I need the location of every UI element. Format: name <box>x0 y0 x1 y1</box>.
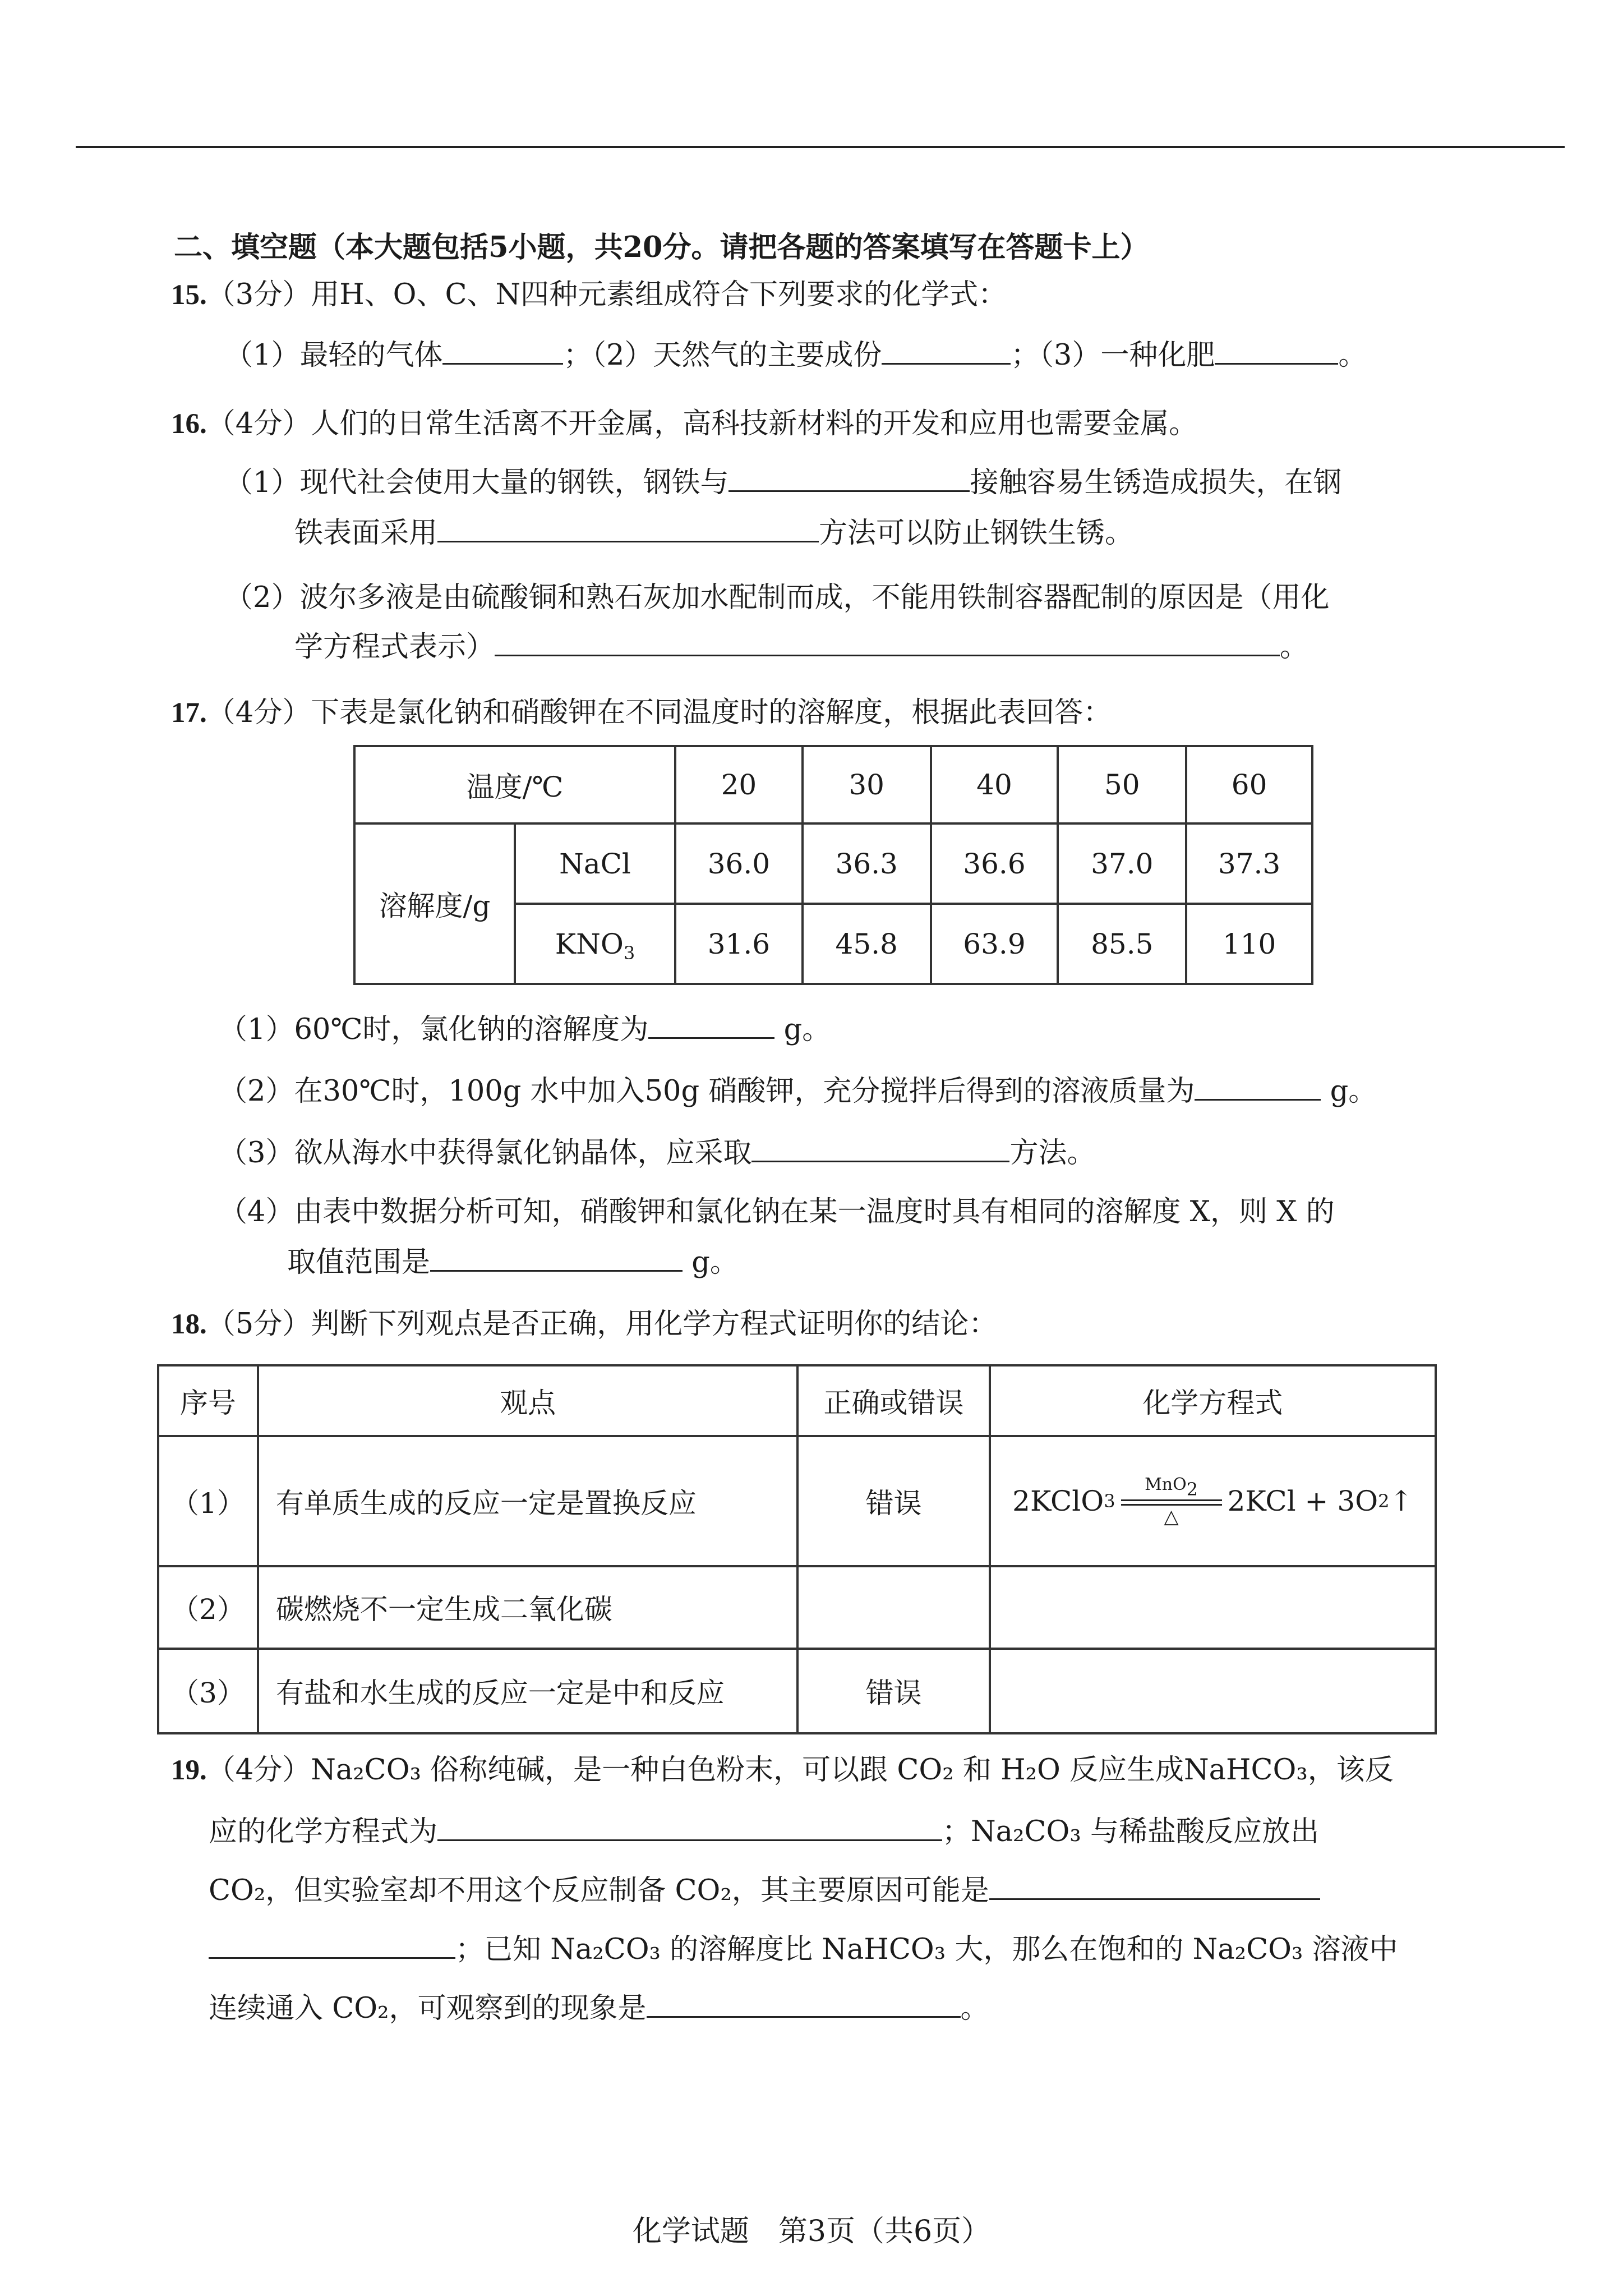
q19-text-1: （4分）Na₂CO₃ 俗称纯碱，是一种白色粉末，可以跟 CO₂ 和 H₂O 反应生成NaHCO₃，该反 <box>206 1754 1394 1787</box>
eq-lhs: 2KClO <box>1012 1485 1104 1518</box>
q19-line2 <box>209 1812 1319 1852</box>
q17-p4-unit: g。 <box>683 1246 739 1279</box>
q15-blank-2[interactable] <box>882 337 1011 365</box>
q16-blank-3[interactable] <box>495 629 1280 656</box>
q19-end: 。 <box>960 1992 989 2025</box>
q17-blank-1[interactable] <box>648 1011 774 1039</box>
q16-s2-text-b: 学方程式表示） <box>294 631 495 664</box>
q17-p2-unit: g。 <box>1321 1075 1377 1108</box>
q15-blank-1[interactable] <box>442 337 563 365</box>
q17-p3-text: （3）欲从海水中获得氯化钠晶体，应采取 <box>219 1137 752 1170</box>
q16-sub1-line2 <box>294 513 1133 554</box>
q17-part4-line1 <box>219 1192 1335 1232</box>
q16-sub1-line1 <box>224 463 1341 503</box>
q19-line1 <box>171 1750 1394 1791</box>
q15-end: 。 <box>1338 339 1367 372</box>
nacl-40: 36.6 <box>931 823 1058 904</box>
q18-stem-text: （5分）判断下列观点是否正确，用化学方程式证明你的结论： <box>206 1308 998 1341</box>
q19-blank-3[interactable] <box>647 1990 961 2018</box>
eq-condition-sign <box>1115 1475 1228 1529</box>
header-judge: 正确或错误 <box>797 1365 989 1436</box>
q16-s1-text-a: （1）现代社会使用大量的钢铁，钢铁与 <box>224 466 729 499</box>
q19-text-4a: ；已知 Na₂CO₃ 的溶解度比 NaHCO₃ 大，那么在饱和的 Na₂CO₃ 溶液中 <box>455 1933 1398 1966</box>
gas-arrow-icon: ↑ <box>1389 1485 1413 1518</box>
q16-blank-2[interactable] <box>437 515 819 542</box>
q19-line5 <box>209 1989 989 2029</box>
temp-20: 20 <box>675 746 803 823</box>
kno3-60: 110 <box>1186 904 1312 984</box>
row3-no: （3） <box>158 1649 258 1733</box>
q19-text-2b: ；Na₂CO₃ 与稀盐酸反应放出 <box>942 1815 1319 1848</box>
q15-part1-label: （1）最轻的气体 <box>224 339 443 372</box>
q16-s1-text-c: 铁表面采用 <box>294 517 438 550</box>
header-equation: 化学方程式 <box>990 1365 1436 1436</box>
eq-rhs: 2KCl + 3O <box>1227 1485 1378 1518</box>
row1-view: 有单质生成的反应一定是置换反应 <box>258 1436 798 1566</box>
row2-equation[interactable] <box>990 1566 1436 1648</box>
row3-judge: 错误 <box>797 1649 989 1733</box>
q16-s1-text-d: 方法可以防止钢铁生锈。 <box>819 517 1134 550</box>
row1-equation <box>990 1436 1436 1566</box>
q17-part1 <box>219 1010 831 1050</box>
q15-part2-label: ；（2）天然气的主要成份 <box>563 339 882 372</box>
q16-s2-text-a: （2）波尔多液是由硫酸铜和熟石灰加水配制而成，不能用铁制容器配制的原因是（用化 <box>224 581 1330 614</box>
q17-p3-tail: 方法。 <box>1009 1137 1096 1170</box>
q15-stem <box>171 275 1007 315</box>
q17-p2-text: （2）在30℃时，100g 水中加入50g 硝酸钾，充分搅拌后得到的溶液质量为 <box>219 1075 1195 1108</box>
q17-blank-2[interactable] <box>1195 1073 1321 1101</box>
nacl-50: 37.0 <box>1058 823 1186 904</box>
temp-header: 温度/℃ <box>354 746 675 823</box>
nacl-label: NaCl <box>515 823 675 904</box>
kno3-label-text: KNO <box>555 927 624 960</box>
q15-part3-label: ；（3）一种化肥 <box>1011 339 1215 372</box>
eq-catalyst-text: MnO <box>1145 1475 1187 1495</box>
header-no: 序号 <box>158 1365 258 1436</box>
q19-text-2a: 应的化学方程式为 <box>209 1815 438 1848</box>
page-footer: 化学试题 第3页（共6页） <box>632 2215 991 2248</box>
temp-60: 60 <box>1186 746 1312 823</box>
q19-blank-1[interactable] <box>437 1814 942 1841</box>
nacl-60: 37.3 <box>1186 823 1312 904</box>
row1-no: （1） <box>158 1436 258 1566</box>
q17-part2 <box>219 1071 1377 1112</box>
q17-p1-text: （1）60℃时，氯化钠的溶解度为 <box>219 1013 649 1046</box>
top-rule <box>76 146 1565 148</box>
q15-number: 15. <box>171 279 207 311</box>
kno3-30: 45.8 <box>803 904 931 984</box>
temp-40: 40 <box>931 746 1058 823</box>
q17-number: 17. <box>171 697 207 729</box>
q18-number: 18. <box>171 1309 207 1340</box>
q15-parts <box>224 335 1367 376</box>
q16-s1-text-b: 接触容易生锈造成损失，在钢 <box>970 466 1342 499</box>
q16-sub2-line2 <box>294 627 1308 668</box>
q17-stem <box>171 693 1112 733</box>
kno3-20: 31.6 <box>675 904 803 984</box>
q16-stem-text: （4分）人们的日常生活离不开金属，高科技新材料的开发和应用也需要金属。 <box>206 407 1198 440</box>
q18-stem <box>171 1304 997 1345</box>
row3-equation[interactable] <box>990 1649 1436 1733</box>
row3-view: 有盐和水生成的反应一定是中和反应 <box>258 1649 798 1733</box>
row2-judge[interactable] <box>797 1566 989 1648</box>
q19-line3 <box>209 1871 1320 1911</box>
q17-part4-line2 <box>287 1243 739 1283</box>
q16-sub2-line1 <box>224 578 1329 618</box>
q16-end: 。 <box>1280 631 1309 664</box>
section-title: 二、填空题（本大题包括5小题，共20分。请把各题的答案填写在答题卡上） <box>174 231 1149 264</box>
q17-p4-text-a: （4）由表中数据分析可知，硝酸钾和氯化钠在某一温度时具有相同的溶解度 X，则 X 的 <box>219 1195 1335 1228</box>
q16-blank-1[interactable] <box>728 464 970 492</box>
q19-text-3a: CO₂，但实验室却不用这个反应制备 CO₂，其主要原因可能是 <box>209 1874 989 1907</box>
row2-no: （2） <box>158 1566 258 1648</box>
eq-catalyst <box>1115 1475 1228 1501</box>
q19-text-5a: 连续通入 CO₂，可观察到的现象是 <box>209 1992 647 2025</box>
q17-part3 <box>219 1133 1095 1174</box>
kno3-label-sub: 3 <box>623 942 635 964</box>
q15-stem-text: （3分）用H、O、C、N四种元素组成符合下列要求的化学式： <box>206 278 1007 311</box>
nacl-20: 36.0 <box>675 823 803 904</box>
q17-blank-3[interactable] <box>751 1135 1009 1162</box>
kno3-label <box>515 904 675 984</box>
eq-bar-top <box>1121 1499 1222 1501</box>
kclo3-equation: 2KClO 3 MnO$_2$ △ 2KCl + 3O 2 ↑ <box>1012 1475 1413 1529</box>
kno3-50: 85.5 <box>1058 904 1186 984</box>
temp-30: 30 <box>803 746 931 823</box>
solubility-table <box>353 745 1313 985</box>
q19-number: 19. <box>171 1755 207 1786</box>
q17-p4-text-b: 取值范围是 <box>287 1246 431 1279</box>
eq-catalyst-sub: 2 <box>1186 1479 1198 1501</box>
temp-50: 50 <box>1058 746 1186 823</box>
row2-view: 碳燃烧不一定生成二氧化碳 <box>258 1566 798 1648</box>
q19-line4 <box>209 1930 1398 1970</box>
row1-judge: 错误 <box>797 1436 989 1566</box>
q17-p1-unit: g。 <box>774 1013 831 1046</box>
q19-blank-2[interactable] <box>989 1872 1320 1900</box>
q16-number: 16. <box>171 408 207 440</box>
kno3-40: 63.9 <box>931 904 1058 984</box>
q15-blank-3[interactable] <box>1215 337 1338 365</box>
q17-blank-4[interactable] <box>430 1244 683 1272</box>
eq-heat-condition: △ <box>1164 1506 1179 1529</box>
q17-stem-text: （4分）下表是氯化钠和硝酸钾在不同温度时的溶解度，根据此表回答： <box>206 696 1112 729</box>
nacl-30: 36.3 <box>803 823 931 904</box>
header-view: 观点 <box>258 1365 798 1436</box>
q19-blank-2-cont[interactable] <box>209 1931 455 1959</box>
q16-stem <box>171 404 1197 444</box>
solubility-header: 溶解度/g <box>354 823 515 984</box>
judgement-table <box>157 1364 1437 1734</box>
